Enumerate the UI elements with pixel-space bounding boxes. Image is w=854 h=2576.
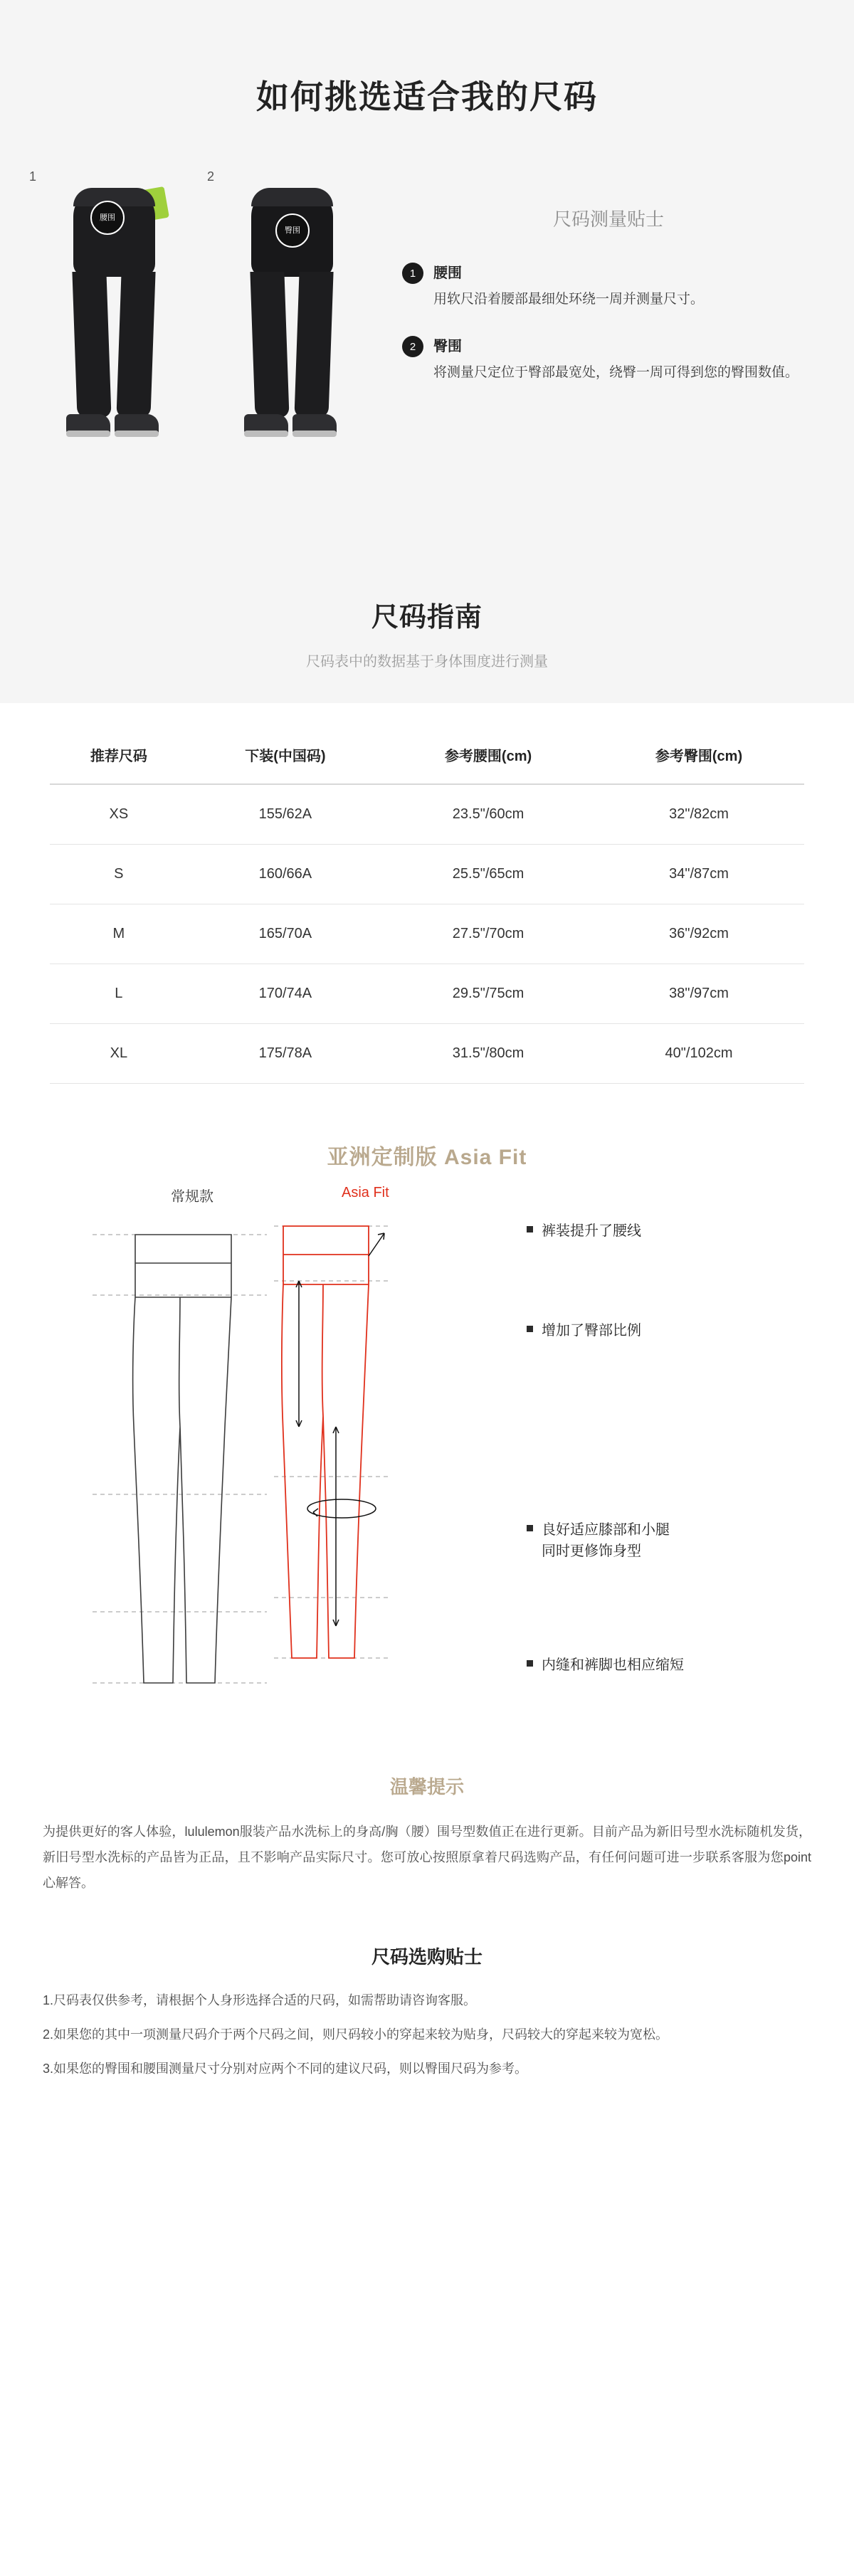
- square-bullet-icon: [527, 1226, 533, 1232]
- figure-back: [203, 169, 381, 474]
- figure-number-1: 1: [29, 169, 37, 184]
- tip-desc-hip: 将测量尺定位于臀部最宽处，绕臀一周可得到您的臀围数值。: [433, 365, 799, 381]
- cell-size: XL: [50, 1024, 188, 1084]
- list-item: 3.如果您的臀围和腰围测量尺寸分别对应两个不同的建议尺码，则以臀围尺码为参考。: [43, 2062, 528, 2076]
- bullet-waistline-text: 裤装提升了腰线: [542, 1223, 641, 1239]
- table-row: [50, 845, 804, 904]
- table-row: [50, 904, 804, 964]
- bullet-waistline: [527, 1220, 641, 1242]
- tip-item-hip: [402, 334, 815, 384]
- cell-waist: 27.5"/70cm: [383, 904, 594, 964]
- cell-size: M: [50, 904, 188, 964]
- legging-back-illustration: [238, 188, 345, 465]
- bullet-knee-calf: [527, 1519, 670, 1562]
- cell-cn-size: 170/74A: [188, 964, 383, 1024]
- asia-fit-title: 亚洲定制版 Asia Fit: [327, 1146, 527, 1169]
- shoe-right-back: [292, 414, 337, 437]
- model-figures: [25, 169, 381, 474]
- cell-waist: 23.5"/60cm: [383, 784, 594, 845]
- cell-cn-size: 175/78A: [188, 1024, 383, 1084]
- cell-hip: 32"/82cm: [594, 784, 804, 845]
- asia-fit-section: [0, 1178, 854, 1754]
- square-bullet-icon: [527, 1525, 533, 1531]
- square-bullet-icon: [527, 1326, 533, 1332]
- leg-left: [72, 272, 111, 418]
- leg-right: [116, 272, 155, 418]
- table-row: [50, 784, 804, 845]
- shoe-right: [115, 414, 159, 437]
- notes-title: 温馨提示: [389, 1776, 464, 1798]
- hip-measure-badge: 臀围: [275, 213, 310, 248]
- shoe-left-back: [244, 414, 288, 437]
- cell-waist: 31.5"/80cm: [383, 1024, 594, 1084]
- square-bullet-icon: [527, 1660, 533, 1667]
- bullet-knee-calf-line1: 良好适应膝部和小腿: [542, 1522, 670, 1538]
- size-guide-title: 尺码指南: [371, 603, 483, 633]
- bullet-hip: [527, 1320, 641, 1341]
- fit-diagram-svg: [85, 1213, 484, 1726]
- shopping-tips-title: 尺码选购贴士: [371, 1946, 483, 1968]
- figure-front: [25, 169, 203, 474]
- cell-size: S: [50, 845, 188, 904]
- tip-number-icon-1: 1: [402, 263, 423, 284]
- column-header-hip: 参考臀围(cm): [594, 732, 804, 784]
- fit-comparison-diagram: [85, 1213, 484, 1726]
- tip-number-icon-2: 2: [402, 336, 423, 357]
- label-asia-fit: Asia Fit: [342, 1185, 389, 1200]
- notes-section: [0, 1754, 854, 1903]
- cell-hip: 38"/97cm: [594, 964, 804, 1024]
- page-title: 如何挑选适合我的尺码: [256, 78, 598, 115]
- shopping-tips-list: [0, 1988, 854, 2140]
- tip-name-hip: 臀围: [433, 339, 462, 355]
- list-item: 2.如果您的其中一项测量尺码介于两个尺码之间，则尺码较小的穿起来较为贴身，尺码较大的穿起来较为宽松。: [43, 2027, 669, 2042]
- size-guide-heading-section: [0, 552, 854, 703]
- table-row: [50, 1024, 804, 1084]
- size-guide-subtitle: 尺码表中的数据基于身体围度进行测量: [306, 654, 548, 670]
- list-item: 1.尺码表仅供参考，请根据个人身形选择合适的尺码，如需帮助请咨询客服。: [43, 1993, 477, 2007]
- tip-desc-waist: 用软尺沿着腰部最细处环绕一周并测量尺寸。: [433, 292, 705, 307]
- cell-size: L: [50, 964, 188, 1024]
- cell-hip: 40"/102cm: [594, 1024, 804, 1084]
- tips-title: 尺码测量贴士: [552, 208, 664, 230]
- cell-waist: 25.5"/65cm: [383, 845, 594, 904]
- cell-size: XS: [50, 784, 188, 845]
- measure-tips-block: [0, 169, 854, 552]
- legging-front-illustration: [60, 188, 167, 465]
- cell-cn-size: 165/70A: [188, 904, 383, 964]
- notes-body: 为提供更好的客人体验，lululemon服装产品水洗标上的身高/胸（腰）围号型数值正在进行更新。目前产品为新旧号型水洗标随机发货，新旧号型水洗标的产品皆为正品，且不影响产品实际尺寸。您可放心按照原拿着尺码选购产品，有任何问题可进一步联系客服为您point心解答。: [43, 1825, 811, 1890]
- header-section: [0, 0, 854, 552]
- leg-left-back: [250, 272, 289, 418]
- size-table: [50, 732, 804, 1084]
- shoe-left: [66, 414, 110, 437]
- waistband-shape-back: [251, 188, 333, 206]
- tip-item-waist: [402, 261, 815, 310]
- table-header-row: [50, 732, 804, 784]
- table-row: [50, 964, 804, 1024]
- cell-cn-size: 155/62A: [188, 784, 383, 845]
- cell-waist: 29.5"/75cm: [383, 964, 594, 1024]
- label-regular-fit: 常规款: [171, 1189, 214, 1205]
- column-header-size: 推荐尺码: [50, 732, 188, 784]
- bullet-inseam: [527, 1654, 684, 1676]
- figure-number-2: 2: [207, 169, 215, 184]
- cell-hip: 36"/92cm: [594, 904, 804, 964]
- cell-cn-size: 160/66A: [188, 845, 383, 904]
- column-header-waist: 参考腰围(cm): [383, 732, 594, 784]
- bullet-inseam-text: 内缝和裤脚也相应缩短: [542, 1657, 684, 1673]
- bullet-hip-text: 增加了臀部比例: [542, 1323, 641, 1339]
- leg-right-back: [294, 272, 333, 418]
- size-table-wrap: [0, 703, 854, 1105]
- bullet-knee-calf-line2: 同时更修饰身型: [542, 1543, 641, 1559]
- waist-measure-badge: 腰围: [90, 201, 125, 235]
- column-header-cn-size: 下装(中国码): [188, 732, 383, 784]
- tip-name-waist: 腰围: [433, 265, 462, 281]
- cell-hip: 34"/87cm: [594, 845, 804, 904]
- tips-text-block: [381, 175, 815, 408]
